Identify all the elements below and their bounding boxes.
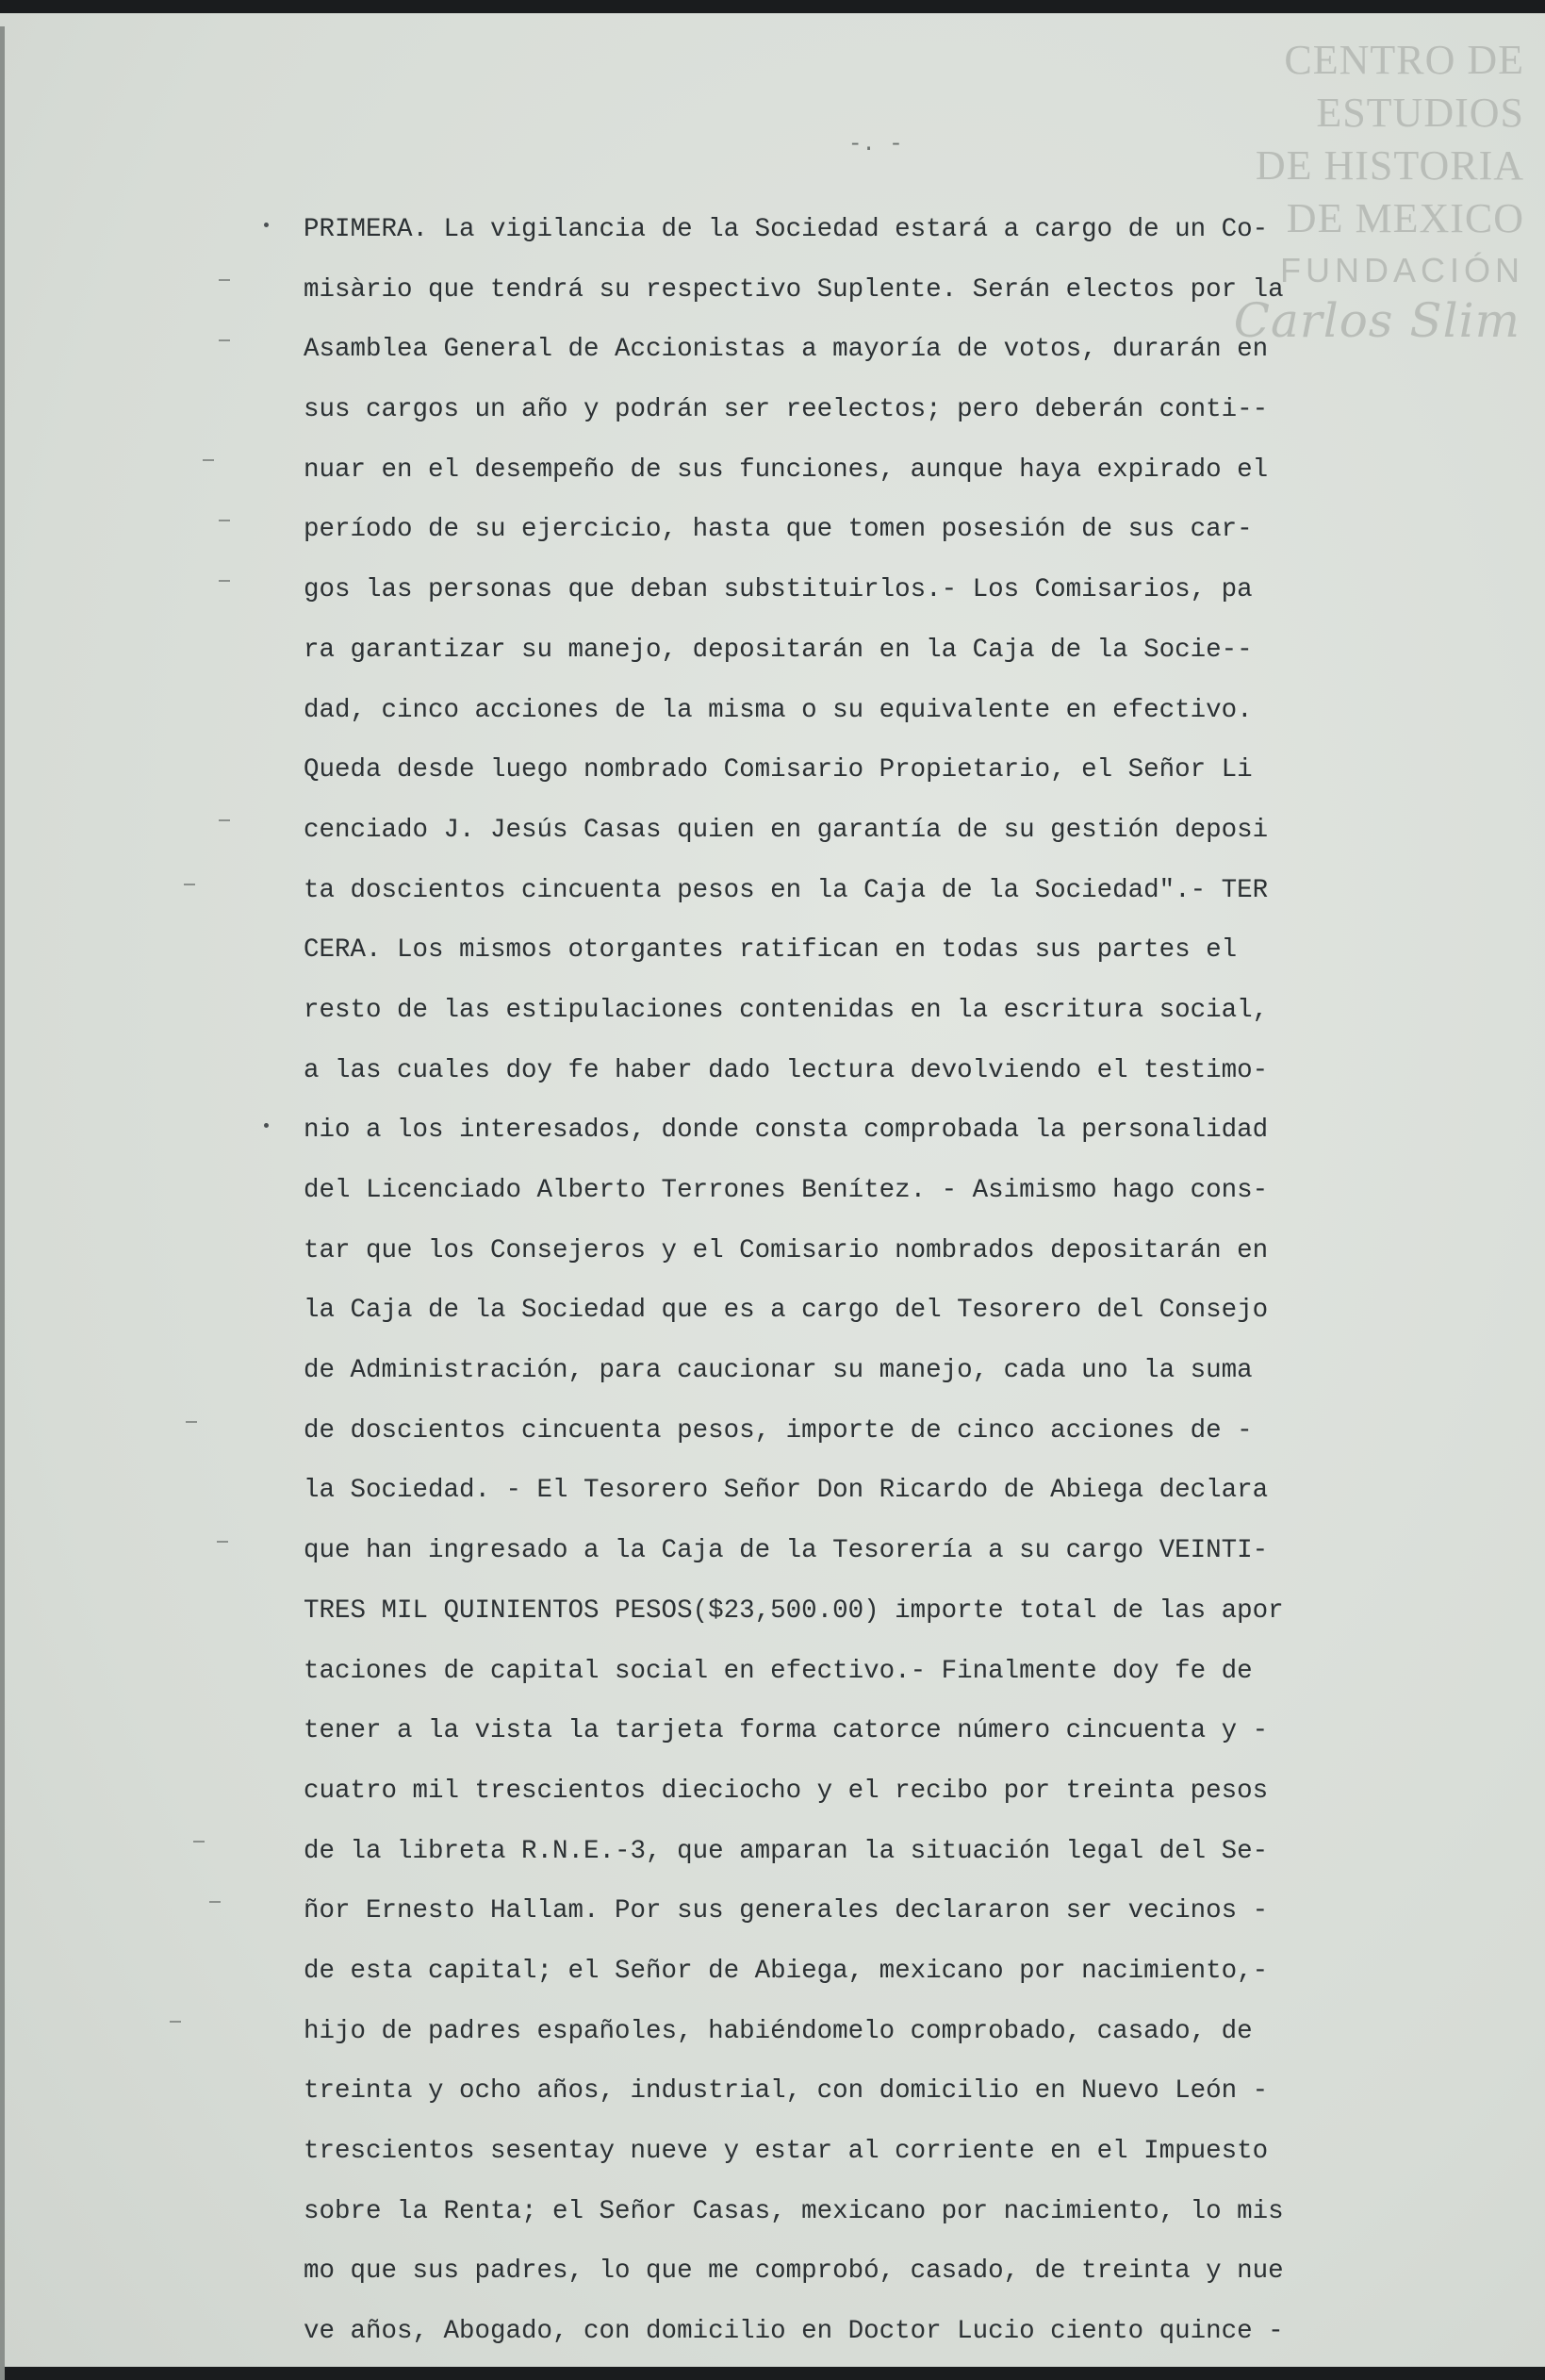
margin-dot bbox=[264, 1123, 269, 1128]
text-line: la Caja de la Sociedad que es a cargo del Tesorero del Consejo bbox=[304, 1296, 1269, 1326]
text-line: la Sociedad. - El Tesorero Señor Don Ricardo de Abiega declara bbox=[304, 1476, 1269, 1506]
text-line: gos las personas que deban substituirlos.- Los Comisarios, pa bbox=[304, 575, 1253, 605]
margin-dash bbox=[217, 1541, 228, 1543]
text-line: ñor Ernesto Hallam. Por sus generales declararon ser vecinos - bbox=[304, 1896, 1269, 1926]
text-line: resto de las estipulaciones contenidas en la escritura social, bbox=[304, 995, 1269, 1025]
text-line: ta doscientos cincuenta pesos en la Caja de la Sociedad".- TER bbox=[304, 875, 1269, 905]
text-line: treinta y ocho años, industrial, con domicilio en Nuevo León - bbox=[304, 2076, 1269, 2107]
text-line: misàrio que tendrá su respectivo Suplente. Serán electos por la bbox=[304, 274, 1284, 305]
text-line: taciones de capital social en efectivo.- Finalmente doy fe de bbox=[304, 1656, 1253, 1686]
text-line: sobre la Renta; el Señor Casas, mexicano por nacimiento, lo mis bbox=[304, 2196, 1284, 2226]
text-line: período de su ejercicio, hasta que tomen posesión de sus car- bbox=[304, 515, 1253, 545]
text-line: nuar en el desempeño de sus funciones, aunque haya expirado el bbox=[304, 455, 1269, 485]
margin-dash bbox=[203, 459, 214, 461]
text-line: de la libreta R.N.E.-3, que amparan la situación legal del Se- bbox=[304, 1836, 1269, 1866]
margin-dash bbox=[219, 279, 230, 281]
margin-dash bbox=[209, 1901, 221, 1903]
text-line: nio a los interesados, donde consta comprobada la personalidad bbox=[304, 1116, 1269, 1146]
text-line: a las cuales doy fe haber dado lectura devolviendo el testimo- bbox=[304, 1055, 1269, 1085]
text-line: dad, cinco acciones de la misma o su equivalente en efectivo. bbox=[304, 695, 1253, 725]
watermark-line-3: DE HISTORIA bbox=[1255, 142, 1524, 189]
text-line: Asamblea General de Accionistas a mayoría de votos, durarán en bbox=[304, 335, 1269, 365]
text-line: tener a la vista la tarjeta forma catorce número cincuenta y - bbox=[304, 1716, 1269, 1746]
watermark-line-4: DE MEXICO bbox=[1286, 195, 1524, 241]
text-line: cenciado J. Jesús Casas quien en garantía de su gestión deposi bbox=[304, 815, 1269, 845]
margin-dash bbox=[170, 2021, 181, 2023]
watermark-signature: Carlos Slim bbox=[1233, 293, 1520, 348]
text-line: PRIMERA. La vigilancia de la Sociedad estará a cargo de un Co- bbox=[304, 215, 1269, 244]
text-line: hijo de padres españoles, habiéndomelo comprobado, casado, de bbox=[304, 2016, 1253, 2046]
text-line: ra garantizar su manejo, depositarán en la Caja de la Socie-- bbox=[304, 635, 1253, 665]
margin-dash bbox=[219, 580, 230, 582]
text-line: que han ingresado a la Caja de la Tesorería a su cargo VEINTI- bbox=[304, 1536, 1269, 1566]
page-edge-shadow bbox=[0, 26, 5, 2380]
text-line: cuatro mil trescientos dieciocho y el recibo por treinta pesos bbox=[304, 1776, 1269, 1806]
typewritten-body bbox=[304, 200, 1482, 2362]
margin-dash bbox=[219, 819, 230, 821]
margin-dash bbox=[219, 520, 230, 521]
text-line: de Administración, para caucionar su manejo, cada uno la suma bbox=[304, 1356, 1253, 1386]
text-line: de esta capital; el Señor de Abiega, mexicano por nacimiento,- bbox=[304, 1956, 1269, 1986]
watermark-line-1: CENTRO DE bbox=[1284, 37, 1524, 83]
text-line: mo que sus padres, lo que me comprobó, casado, de treinta y nue bbox=[304, 2256, 1284, 2287]
text-line: Queda desde luego nombrado Comisario Propietario, el Señor Li bbox=[304, 755, 1253, 785]
text-line: CERA. Los mismos otorgantes ratifican en todas sus partes el bbox=[304, 935, 1238, 966]
text-line: sus cargos un año y podrán ser reelectos; pero deberán conti-- bbox=[304, 395, 1269, 425]
watermark-line-2: ESTUDIOS bbox=[1316, 90, 1524, 136]
margin-dash bbox=[193, 1841, 205, 1843]
margin-dash bbox=[184, 884, 195, 885]
margin-dash bbox=[219, 339, 230, 341]
margin-dot bbox=[264, 223, 269, 227]
text-line: del Licenciado Alberto Terrones Benítez. - Asimismo hago cons- bbox=[304, 1176, 1269, 1205]
text-line: de doscientos cincuenta pesos, importe de cinco acciones de - bbox=[304, 1415, 1253, 1446]
text-line: ve años, Abogado, con domicilio en Doctor Lucio ciento quince - bbox=[304, 2317, 1284, 2347]
text-line: tar que los Consejeros y el Comisario nombrados depositarán en bbox=[304, 1235, 1269, 1265]
text-line: trescientos sesentay nueve y estar al corriente en el Impuesto bbox=[304, 2137, 1269, 2166]
text-line: TRES MIL QUINIENTOS PESOS($23,500.00) importe total de las apor bbox=[304, 1595, 1284, 1626]
watermark-fundacion: FUNDACIÓN bbox=[1280, 251, 1524, 289]
margin-dash bbox=[186, 1421, 197, 1423]
document-page bbox=[0, 13, 1545, 2367]
page-number-mark: -. - bbox=[848, 132, 903, 157]
